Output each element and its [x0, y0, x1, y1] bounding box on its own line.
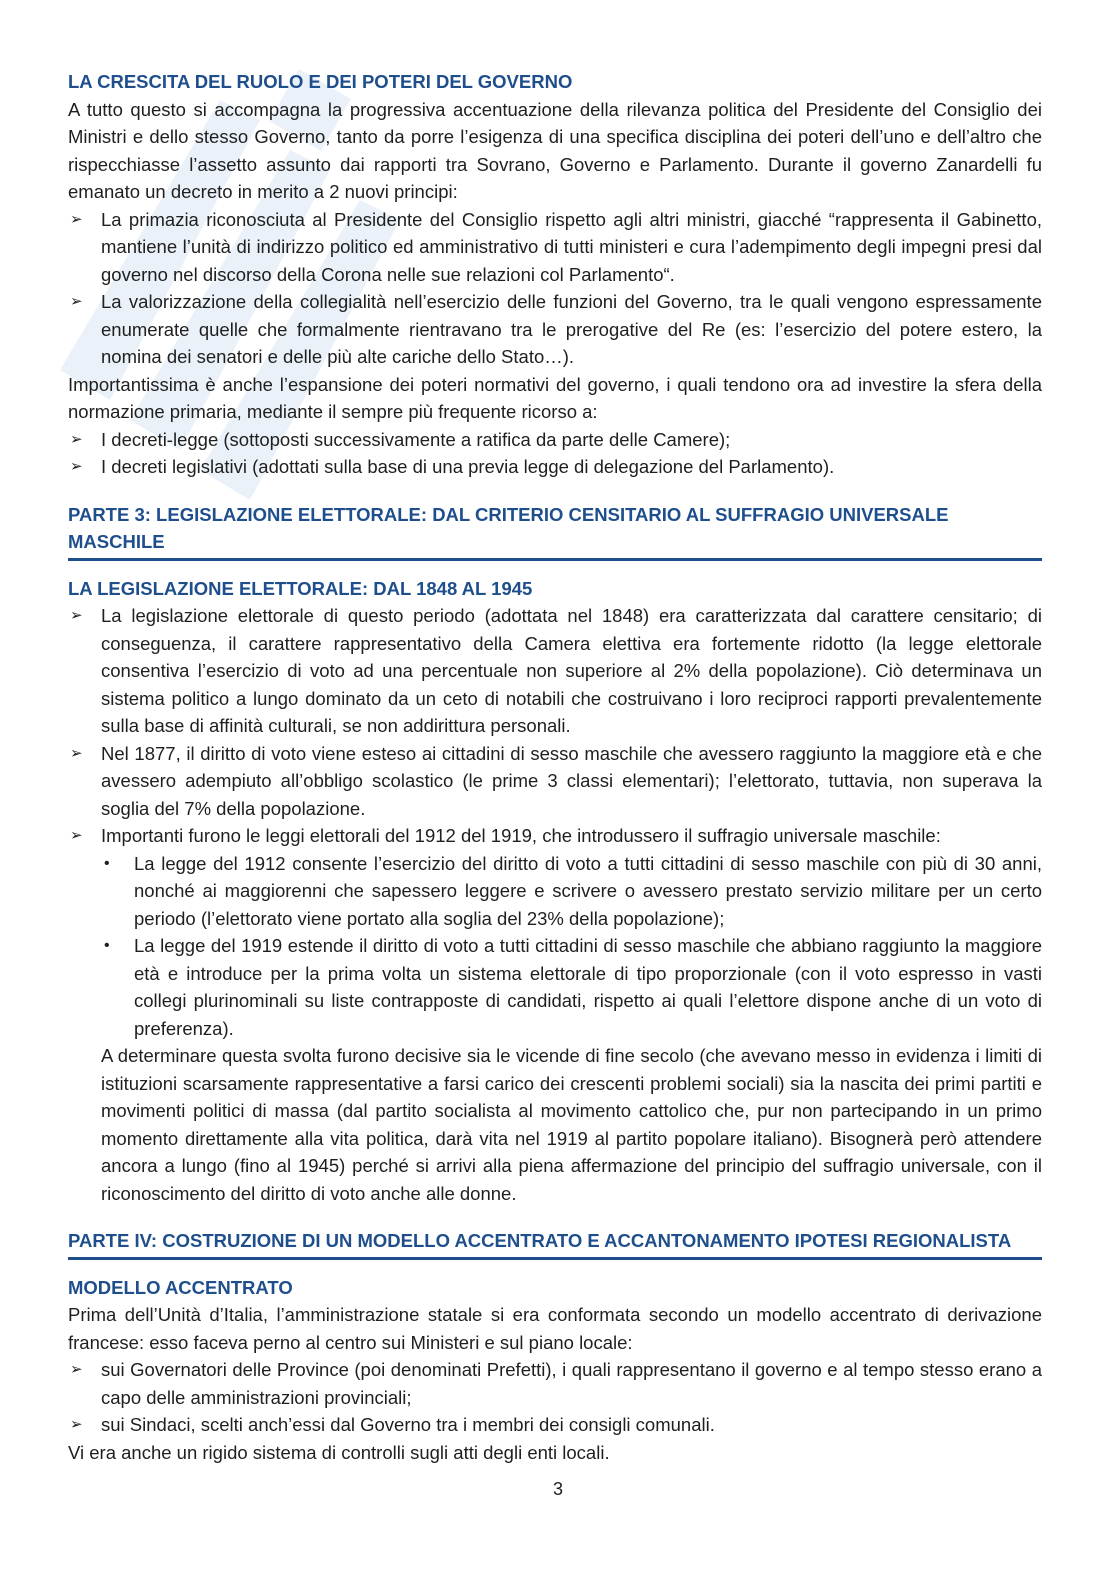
section-heading-modello: MODELLO ACCENTRATO	[68, 1276, 293, 1298]
bullet-list	[68, 1356, 1042, 1439]
sub-bullet-list	[68, 850, 1042, 1043]
list-item: ➢ La primazia riconosciuta al Presidente del Consiglio rispetto agli altri ministri, giacché “rappresenta il Gabinetto, mantiene l’unità di indirizzo politico ed amministrativo di tutti ministeri e cura l’adempimento degli impegni presi dal governo nel discorso della Corona nelle sue relazioni col Parlamento“.	[68, 206, 1042, 289]
section-heading-legislazione: LA LEGISLAZIONE ELETTORALE: DAL 1848 AL 1945	[68, 577, 533, 599]
document-page	[68, 68, 1042, 1466]
arrow-bullet-icon: ➢	[70, 458, 83, 475]
part-heading-4: PARTE IV: COSTRUZIONE DI UN MODELLO ACCENTRATO E ACCANTONAMENTO IPOTESI REGIONALISTA	[68, 1227, 1042, 1260]
list-item: ➢ I decreti-legge (sottoposti successivamente a ratifica da parte delle Camere);	[68, 426, 1042, 454]
paragraph: A determinare questa svolta furono decisive sia le vicende di fine secolo (che avevano messo in evidenza i limiti di istituzioni scarsamente rappresentative a farsi carico dei crescenti problemi sociali) sia la nascita dei primi partiti e movimenti politici di massa (dal partito socialista al movimento cattolico che, pur non partecipando in un primo momento direttamente alla vita politica, darà vita nel 1919 al partito popolare italiano). Bisognerà però attendere ancora a lungo (fino al 1945) perché si arrivi alla piena affermazione del principio del suffragio universale, con il riconoscimento del diritto di voto anche alle donne.	[101, 1045, 1042, 1204]
bullet-list	[68, 426, 1042, 481]
dot-bullet-icon: •	[104, 937, 110, 954]
list-item: ➢ sui Governatori delle Province (poi denominati Prefetti), i quali rappresentano il governo e al tempo stesso erano a capo delle amministrazioni provinciali;	[68, 1356, 1042, 1411]
list-item: ➢ sui Sindaci, scelti anch’essi dal Governo tra i membri dei consigli comunali.	[68, 1411, 1042, 1439]
arrow-bullet-icon: ➢	[70, 744, 83, 762]
arrow-bullet-icon: ➢	[70, 1416, 83, 1433]
paragraph: A tutto questo si accompagna la progressiva accentuazione della rilevanza politica del Presidente del Consiglio dei Ministri e dello stesso Governo, tanto da porre l’esigenza di una specifica disciplina dei poteri dell’uno e dell’altro che rispecchiasse l’assetto assunto dai rapporti tra Sovrano, Governo e Parlamento. Durante il governo Zanardelli fu emanato un decreto in merito a 2 nuovi principi:	[68, 98, 1042, 202]
page-number: 3	[552, 1479, 563, 1499]
list-item: ➢ Importanti furono le leggi elettorali del 1912 del 1919, che introdussero il suffragio universale maschile:	[68, 822, 1042, 850]
section-heading-governo: LA CRESCITA DEL RUOLO E DEI POTERI DEL GOVERNO	[68, 71, 573, 92]
list-item: ➢ I decreti legislativi (adottati sulla base di una previa legge di delegazione del Parlamento).	[68, 453, 1042, 481]
arrow-bullet-icon: ➢	[70, 1361, 83, 1378]
list-item: ➢ Nel 1877, il diritto di voto viene esteso ai cittadini di sesso maschile che avessero raggiunto la maggiore età e che avessero adempiuto all’obbligo scolastico (le prime 3 classi elementari); l’elettorato, tuttavia, non superava la soglia del 7% della popolazione.	[68, 740, 1042, 823]
bullet-list	[68, 602, 1042, 850]
part-heading-3: PARTE 3: LEGISLAZIONE ELETTORALE: DAL CRITERIO CENSITARIO AL SUFFRAGIO UNIVERSALE MASCHILE	[68, 501, 1042, 561]
arrow-bullet-icon: ➢	[70, 430, 83, 448]
list-item: ➢ La legislazione elettorale di questo periodo (adottata nel 1848) era caratterizzata dal carattere censitario; di conseguenza, il carattere rappresentativo della Camera elettiva era fortemente ridotto (la legge elettorale consentiva l’esercizio di voto ad una percentuale non superiore al 2% della popolazione). Ciò determinava un sistema politico a lungo dominato da un ceto di notabili che costruivano i loro reciproci rapporti prevalentemente sulla base di affinità culturali, se non addirittura personali.	[68, 602, 1042, 740]
arrow-bullet-icon: ➢	[70, 210, 83, 228]
list-item: ➢ La valorizzazione della collegialità nell’esercizio delle funzioni del Governo, tra le quali vengono espressamente enumerate quelle che formalmente rientravano tra le prerogative del Re (es: l’esercizio del potere estero, la nomina dei senatori e delle più alte cariche dello Stato…).	[68, 288, 1042, 371]
arrow-bullet-icon: ➢	[70, 293, 83, 310]
arrow-bullet-icon: ➢	[70, 607, 83, 624]
arrow-bullet-icon: ➢	[70, 827, 83, 844]
paragraph: Prima dell’Unità d’Italia, l’amministrazione statale si era conformata secondo un modello accentrato di derivazione francese: esso faceva perno al centro sui Ministeri e sul piano locale:	[68, 1304, 1042, 1353]
dot-bullet-icon: •	[104, 854, 110, 872]
list-item: • La legge del 1919 estende il diritto di voto a tutti cittadini di sesso maschile che abbiano raggiunto la maggiore età e introduce per la prima volta un sistema elettorale di tipo proporzionale (con il voto espresso in vasti collegi plurinominali su liste contrapposte di candidati, rispetto ai quali l’elettore dispone anche di un voto di preferenza).	[68, 932, 1042, 1042]
paragraph: Vi era anche un rigido sistema di controlli sugli atti degli enti locali.	[68, 1441, 610, 1463]
paragraph: Importantissima è anche l’espansione dei poteri normativi del governo, i quali tendono ora ad investire la sfera della normazione primaria, mediante il sempre più frequente ricorso a:	[68, 373, 1042, 422]
list-item: • La legge del 1912 consente l’esercizio del diritto di voto a tutti cittadini di sesso maschile con più di 30 anni, nonché ai maggiorenni che sapessero leggere e scrivere o avessero prestato servizio militare per un certo periodo (l’elettorato viene portato alla soglia del 23% della popolazione);	[68, 850, 1042, 933]
bullet-list	[68, 206, 1042, 371]
